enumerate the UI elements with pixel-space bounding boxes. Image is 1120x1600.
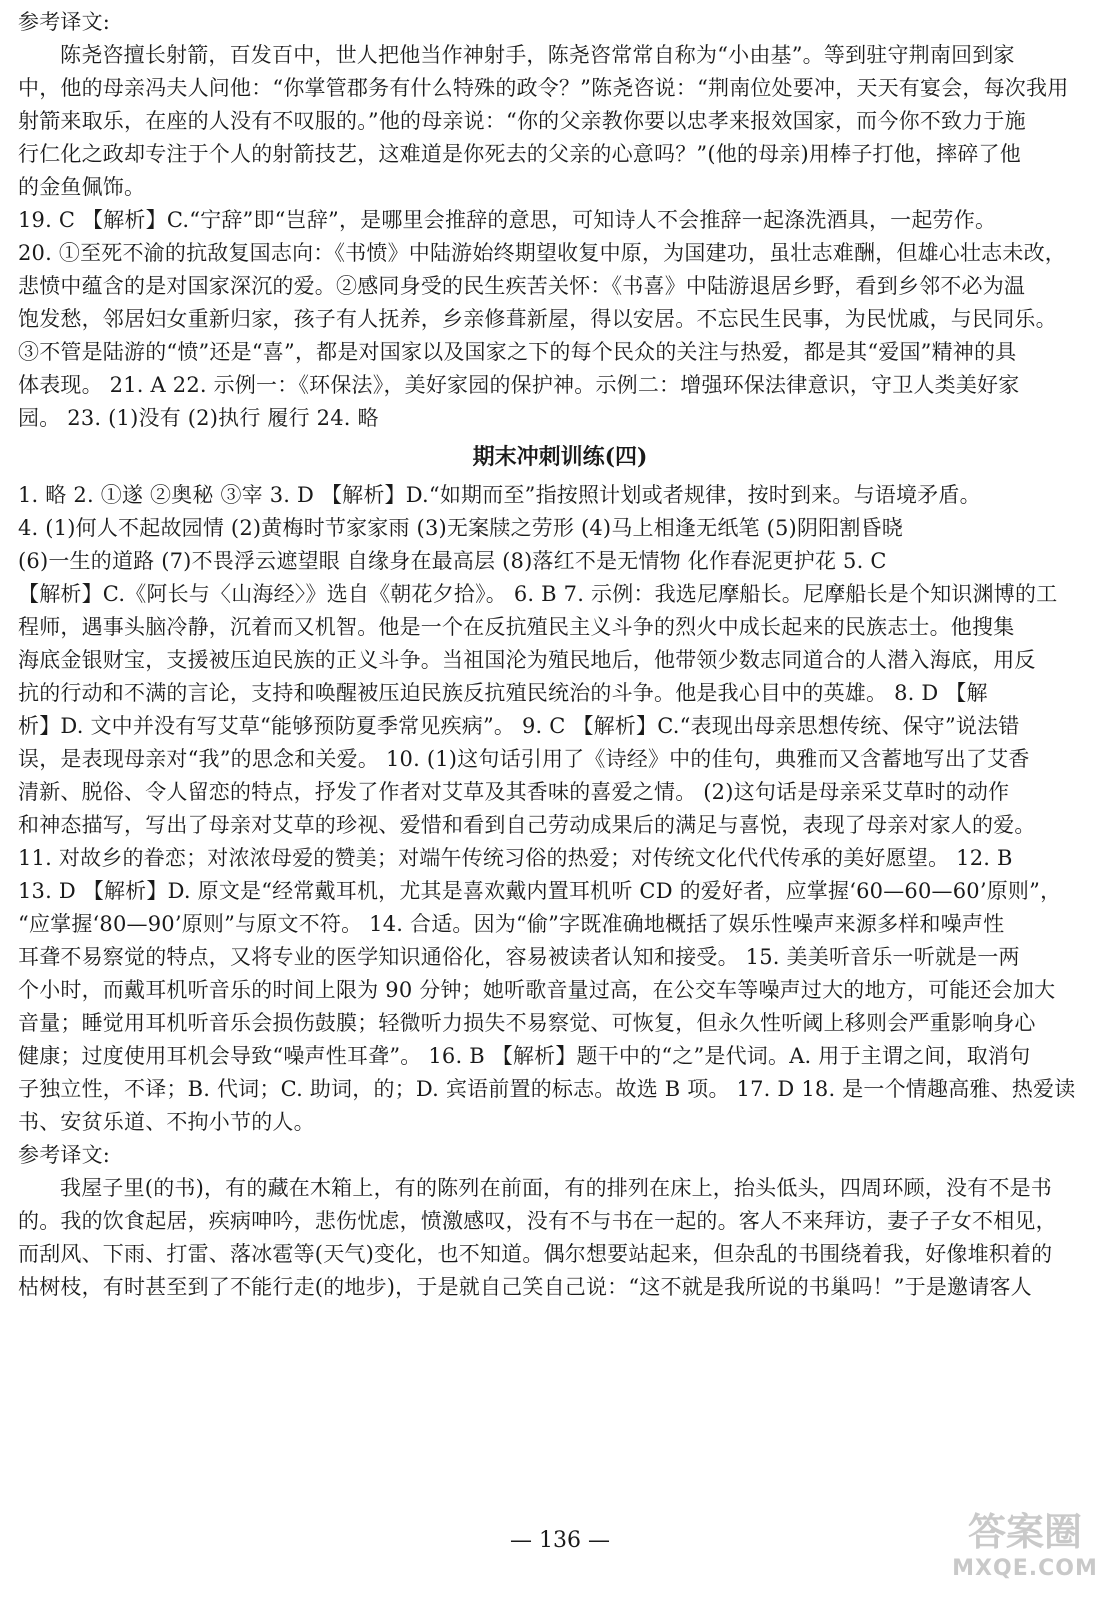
text-line: 的金鱼佩饰。 xyxy=(18,175,146,199)
text-line: 和神态描写，写出了母亲对艾草的珍视、爱惜和看到自己劳动成果后的满足与喜悦，表现了母亲对家人的爱。 xyxy=(18,813,1036,837)
text-line: 析】D. 文中并没有写艾草“能够预防夏季常见疾病”。 9. C 【解析】C.“表现出母亲思想传统、保守”说法错 xyxy=(18,714,1020,738)
text-line: 海底金银财宝，支援被压迫民族的正义斗争。当祖国沦为殖民地后，他带领少数志同道合的人潜入海底，用反 xyxy=(18,648,1036,672)
watermark-logo-text: 答案圈 xyxy=(967,1510,1082,1554)
text-line: 我屋子里(的书)，有的藏在木箱上，有的陈列在前面，有的排列在床上，抬头低头，四周环顾，没有不是书 xyxy=(60,1176,1052,1200)
text-line: 的。我的饮食起居，疾病呻吟，悲伤忧虑，愤激感叹，没有不与书在一起的。客人不来拜访，妻子子女不相见， xyxy=(18,1209,1057,1233)
watermark-url: MXQE.COM xyxy=(952,1556,1098,1581)
text-line: 音量；睡觉用耳机听音乐会损伤鼓膜；轻微听力损失不易察觉、可恢复，但永久性听阈上移则会严重影响身心 xyxy=(18,1011,1036,1035)
text-line: 书、安贫乐道、不拘小节的人。 xyxy=(18,1110,315,1134)
text-line: 【解析】C.《阿长与〈山海经〉》选自《朝花夕拾》。 6. B 7. 示例：我选尼摩船长。尼摩船长是个知识渊博的工 xyxy=(18,582,1058,606)
page-number: — 136 — xyxy=(510,1528,610,1553)
text-line: 参考译文: xyxy=(18,10,111,34)
text-line: 子独立性，不译；B. 代词；C. 助词，的；D. 宾语前置的标志。故选 B 项。 17. D 18. 是一个情趣高雅、热爱读 xyxy=(18,1077,1076,1101)
text-line: 枯树枝，有时甚至到了不能行走(的地步)，于是就自己笑自己说：“这不就是我所说的书巢吗！”于是邀请客人 xyxy=(18,1275,1032,1299)
text-line: 健康；过度使用耳机会导致“噪声性耳聋”。 16. B 【解析】题干中的“之”是代词。A. 用于主谓之间，取消句 xyxy=(18,1044,1031,1068)
text-line: 耳聋不易察觉的特点，又将专业的医学知识通俗化，容易被读者认知和接受。 15. 美美听音乐一听就是一两 xyxy=(18,945,1020,969)
text-line: 行仁化之政却专注于个人的射箭技艺，这难道是你死去的父亲的心意吗？”(他的母亲)用棒子打他，摔碎了他 xyxy=(18,142,1021,166)
text-line: 11. 对故乡的眷恋；对浓浓母爱的赞美；对端午传统习俗的热爱；对传统文化代代传承的美好愿望。 12. B xyxy=(18,846,1013,870)
text-line: 13. D 【解析】D. 原文是“经常戴耳机，尤其是喜欢戴内置耳机听 CD 的爱好者，应掌握‘60—60—60’原则”， xyxy=(18,879,1062,903)
answer-page-body xyxy=(18,6,1102,1304)
text-line: 个小时，而戴耳机听音乐的时间上限为 90 分钟；她听歌音量过高，在公交车等噪声过大的地方，可能还会加大 xyxy=(18,978,1056,1002)
watermark-logo xyxy=(950,1508,1100,1598)
text-line: 而刮风、下雨、打雷、落冰雹等(天气)变化，也不知道。偶尔想要站起来，但杂乱的书围绕着我，好像堆积着的 xyxy=(18,1242,1053,1266)
text-line: 中，他的母亲冯夫人问他：“你掌管郡务有什么特殊的政令？”陈尧咨说：“荆南位处要冲，天天有宴会，每次我用 xyxy=(18,76,1069,100)
text-line: 清新、脱俗、令人留恋的特点，抒发了作者对艾草及其香味的喜爱之情。 (2)这句话是母亲采艾草时的动作 xyxy=(18,780,1010,804)
text-line: 陈尧咨擅长射箭，百发百中，世人把他当作神射手，陈尧咨常常自称为“小由基”。等到驻守荆南回到家 xyxy=(60,43,1015,67)
text-line: 园。 23. (1)没有 (2)执行 履行 24. 略 xyxy=(18,406,379,430)
text-line: 程师，遇事头脑冷静，沉着而又机智。他是一个在反抗殖民主义斗争的烈火中成长起来的民族志士。他搜集 xyxy=(18,615,1015,639)
text-line: (6)一生的道路 (7)不畏浮云遮望眼 自缘身在最高层 (8)落红不是无情物 化作春泥更护花 5. C xyxy=(18,549,887,573)
text-line: 射箭来取乐，在座的人没有不叹服的。”他的母亲说：“你的父亲教你要以忠孝来报效国家，而今你不致力于施 xyxy=(18,109,1026,133)
text-line: “应掌握‘80—90’原则”与原文不符。 14. 合适。因为“偷”字既准确地概括了娱乐性噪声来源多样和噪声性 xyxy=(18,912,1005,936)
text-line: 悲愤中蕴含的是对国家深沉的爱。②感同身受的民生疾苦关怀：《书喜》中陆游退居乡野，看到乡邻不必为温 xyxy=(18,274,1026,298)
text-line: 抗的行动和不满的言论，支持和唤醒被压迫民族反抗殖民统治的斗争。他是我心目中的英雄。 8. D 【解 xyxy=(18,681,988,705)
text-line: 20. ①至死不渝的抗敌复国志向：《书愤》中陆游始终期望收复中原，为国建功，虽壮志难酬，但雄心壮志未改， xyxy=(18,241,1066,265)
text-line: 参考译文: xyxy=(18,1143,111,1167)
text-line: 饱发愁，邻居妇女重新归家，孩子有人抚养，乡亲修葺新屋，得以安居。不忘民生民事，为民忧戚，与民同乐。 xyxy=(18,307,1057,331)
section-heading: 期末冲刺训练(四) xyxy=(472,444,648,470)
text-line: 19. C 【解析】C.“宁辞”即“岂辞”，是哪里会推辞的意思，可知诗人不会推辞一起涤洗酒具，一起劳作。 xyxy=(18,208,997,232)
text-line: ③不管是陆游的“愤”还是“喜”，都是对国家以及国家之下的每个民众的关注与热爱，都是其“爱国”精神的具 xyxy=(18,340,1017,364)
text-line: 1. 略 2. ①遂 ②奥秘 ③宰 3. D 【解析】D.“如期而至”指按照计划或者规律，按时到来。与语境矛盾。 xyxy=(18,483,981,507)
text-line: 体表现。 21. A 22. 示例一：《环保法》，美好家园的保护神。示例二：增强环保法律意识，守卫人类美好家 xyxy=(18,373,1020,397)
text-line: 误，是表现母亲对“我”的思念和关爱。 10. (1)这句话引用了《诗经》中的佳句，典雅而又含蓄地写出了艾香 xyxy=(18,747,1030,771)
text-line: 4. (1)何人不起故园情 (2)黄梅时节家家雨 (3)无案牍之劳形 (4)马上相逢无纸笔 (5)阴阳割昏晓 xyxy=(18,516,903,540)
